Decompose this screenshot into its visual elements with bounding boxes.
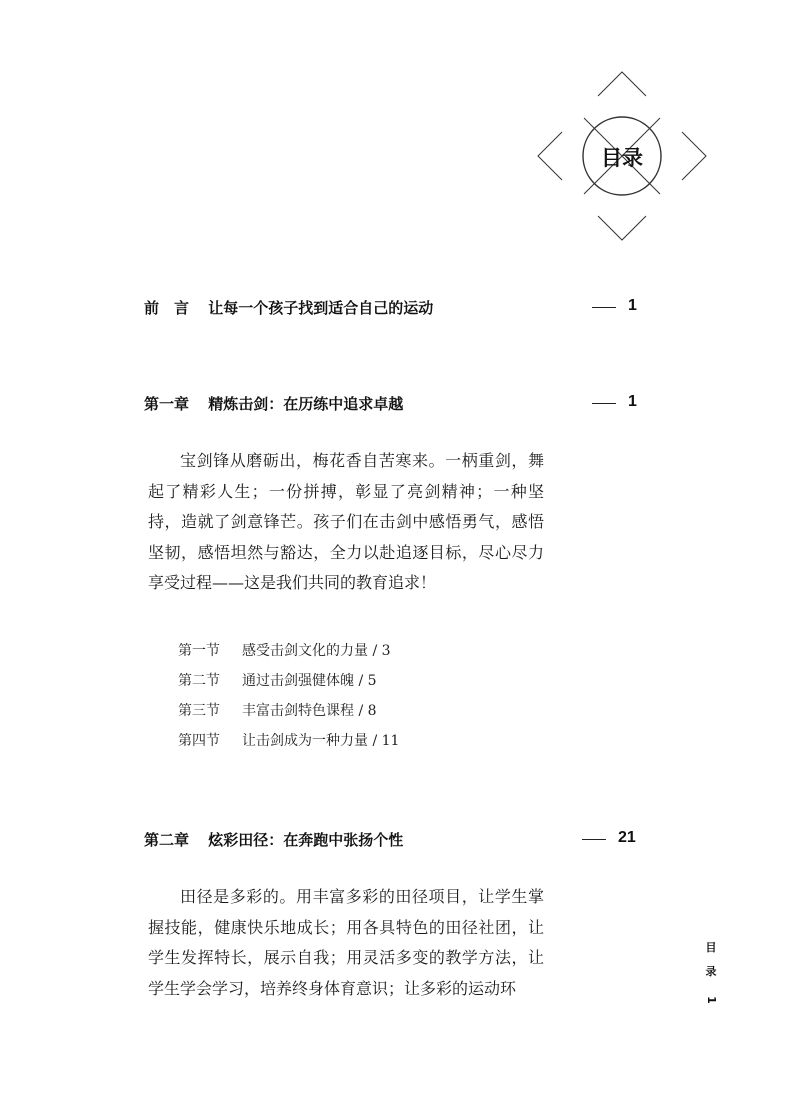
preface-page-number: 1: [628, 297, 637, 314]
section-title: 通过击剑强健体魄 / 5: [242, 673, 377, 689]
chapter-2-leader-dash: [582, 839, 606, 840]
chapter-2-page-number: 21: [618, 829, 636, 846]
toc-entry-chapter-2[interactable]: [144, 829, 403, 850]
emblem-chevron-bottom: [598, 216, 646, 240]
toc-title: 目录: [601, 146, 643, 170]
emblem-chevron-top: [598, 72, 646, 96]
running-head-char-1: 目: [705, 941, 717, 954]
chapter-1-label: 第一章: [144, 395, 190, 413]
chapter-1-page-number: 1: [628, 393, 637, 410]
section-item[interactable]: [178, 702, 399, 732]
chapter-1-intro: 宝剑锋从磨砺出，梅花香自苦寒来。一柄重剑，舞起了精彩人生；一份拼搏，彰显了亮剑精神；一种坚持，造就了剑意锋芒。孩子们在击剑中感悟勇气，感悟坚韧，感悟坦然与豁达，全力以赴追逐目标，尽心尽力享受过程——这是我们共同的教育追求！: [148, 451, 544, 592]
chapter-1-leader-dash: [592, 403, 616, 404]
section-title: 让击剑成为一种力量 / 11: [242, 733, 400, 749]
section-title: 丰富击剑特色课程 / 8: [242, 703, 377, 719]
section-item[interactable]: [178, 672, 399, 702]
section-number: 第二节: [178, 673, 220, 689]
chapter-1-title: 精炼击剑：在历练中追求卓越: [208, 395, 404, 413]
preface-title: 让每一个孩子找到适合自己的运动: [208, 299, 434, 317]
preface-label: 前 言: [144, 299, 190, 317]
toc-entry-chapter-1[interactable]: [144, 393, 403, 414]
chapter-2-title: 炫彩田径：在奔跑中张扬个性: [208, 831, 404, 849]
section-number: 第三节: [178, 703, 220, 719]
emblem-chevron-left: [538, 132, 562, 180]
running-head: [704, 936, 718, 1012]
folio-page-number: 1: [705, 996, 718, 1004]
section-item[interactable]: [178, 642, 399, 672]
preface-leader-dash: [592, 307, 616, 308]
chapter-2-intro: 田径是多彩的。用丰富多彩的田径项目，让学生掌握技能，健康快乐地成长；用各具特色的田径社团，让学生发挥特长，展示自我；用灵活多变的教学方法，让学生学会学习，培养终身体育意识；让多彩的运动环: [148, 887, 544, 998]
section-number: 第四节: [178, 733, 220, 749]
section-number: 第一节: [178, 643, 220, 659]
section-item[interactable]: [178, 732, 399, 762]
chapter-2-label: 第二章: [144, 831, 190, 849]
toc-entry-preface[interactable]: [144, 297, 433, 318]
section-title: 感受击剑文化的力量 / 3: [242, 643, 391, 659]
chapter-1-sections: [178, 642, 399, 762]
emblem-chevron-right: [682, 132, 706, 180]
running-head-char-2: 录: [705, 965, 717, 978]
